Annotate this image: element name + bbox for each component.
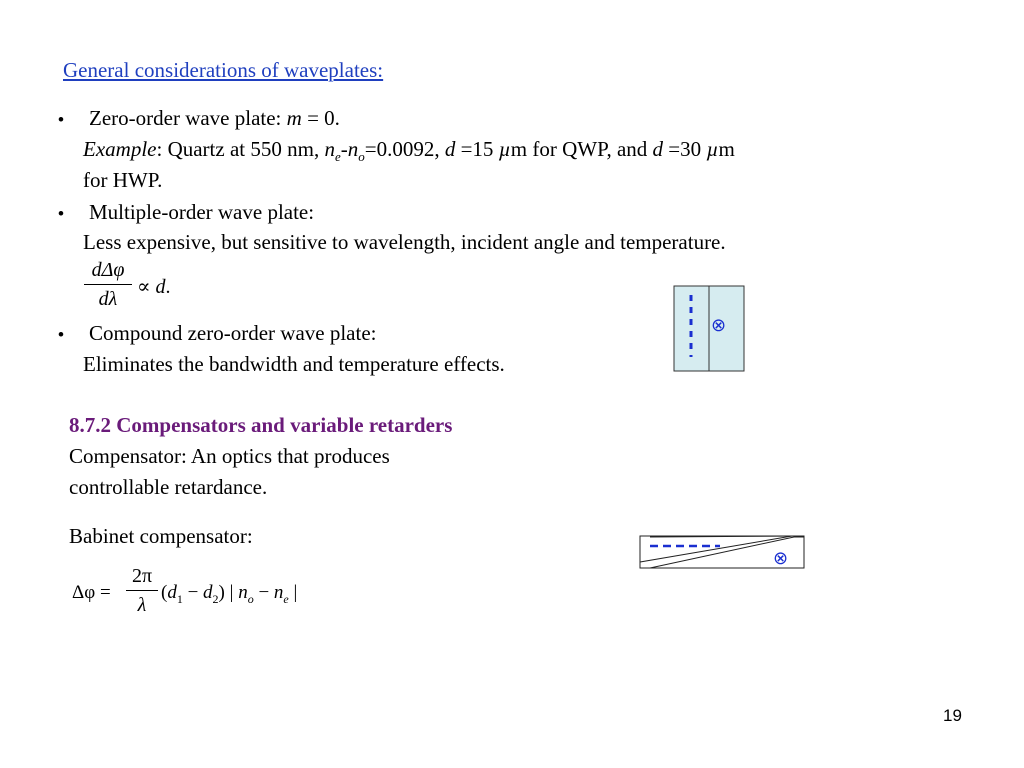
example-text: m for QWP, and — [510, 137, 653, 161]
babinet-label: Babinet compensator: — [69, 524, 253, 548]
babinet-formula-lhs — [72, 582, 111, 604]
var-m: m — [286, 106, 302, 130]
bullet-dot: • — [58, 204, 64, 223]
babinet-formula-rhs — [161, 582, 297, 607]
fraction-2pi-lambda — [126, 565, 158, 616]
var-n: n — [273, 582, 284, 603]
sub-o: o — [247, 592, 254, 606]
var-d: d — [444, 137, 456, 161]
var-n: n — [238, 582, 248, 603]
sub-2: 2 — [212, 592, 219, 606]
bullet-label: Zero-order wave plate: — [89, 106, 287, 130]
var-d: d — [155, 276, 166, 298]
example-text: =0.0092, — [364, 137, 445, 161]
period: . — [165, 276, 171, 298]
compensator-def-line1: Compensator: An optics that produces — [69, 444, 390, 468]
example-text: =30 — [663, 137, 707, 161]
fraction-numerator: dΔφ — [91, 259, 125, 281]
abs-bar: | — [288, 582, 298, 603]
dash: - — [340, 137, 348, 161]
fraction-denominator: λ — [137, 594, 147, 616]
example-line-2: for HWP. — [83, 168, 163, 192]
equals: = — [95, 582, 111, 603]
var-n-o: n — [347, 137, 359, 161]
minus: − — [182, 582, 204, 603]
section-link[interactable]: General considerations of waveplates: — [63, 58, 384, 82]
sub-e: e — [283, 592, 289, 606]
example-text: : Quartz at 550 nm, — [156, 137, 325, 161]
var-d: d — [652, 137, 664, 161]
example-text: m — [718, 137, 735, 161]
mu-symbol: µ — [706, 137, 719, 161]
bullet-description: Less expensive, but sensitive to wavelength, incident angle and temperature. — [83, 230, 726, 254]
delta-phi: Δφ — [72, 582, 96, 603]
var-d: d — [167, 582, 177, 603]
bullet-zero-order — [89, 106, 340, 131]
sub-o: o — [358, 149, 365, 165]
abs-bar: | — [224, 582, 239, 603]
example-line — [83, 137, 735, 165]
minus: − — [253, 582, 274, 603]
example-word: Example — [83, 137, 157, 161]
compensator-def-line2: controllable retardance. — [69, 475, 268, 499]
eq-text: = 0. — [301, 106, 340, 130]
bullet-compound: Compound zero-order wave plate: — [89, 321, 377, 345]
fraction-numerator: 2π — [131, 565, 153, 587]
fraction-bar — [84, 284, 132, 285]
sub-e: e — [334, 149, 341, 165]
section-heading: 8.7.2 Compensators and variable retarders — [69, 413, 453, 437]
paren-close: ) — [218, 582, 225, 603]
bullet-description: Eliminates the bandwidth and temperature effects. — [83, 352, 505, 376]
page-number: 19 — [943, 706, 962, 725]
var-d: d — [203, 582, 213, 603]
fraction-bar — [126, 590, 158, 591]
var-n-e: n — [324, 137, 335, 161]
bullet-multiple-order: Multiple-order wave plate: — [89, 200, 315, 224]
proportional-symbol: ∝ — [137, 276, 156, 298]
sub-1: 1 — [176, 592, 183, 606]
example-text: =15 — [455, 137, 499, 161]
mu-symbol: µ — [498, 137, 511, 161]
fraction-denominator: dλ — [98, 288, 118, 310]
fraction-dphi-dlambda — [84, 259, 132, 310]
bullet-dot: • — [58, 325, 64, 344]
proportional-expr — [137, 274, 171, 299]
axis-into-page-icon: ⊗ — [773, 548, 789, 569]
axis-into-page-icon: ⊗ — [711, 315, 727, 336]
compound-waveplate-diagram — [670, 282, 750, 376]
bullet-dot: • — [58, 110, 64, 129]
paren-open: ( — [161, 582, 168, 603]
